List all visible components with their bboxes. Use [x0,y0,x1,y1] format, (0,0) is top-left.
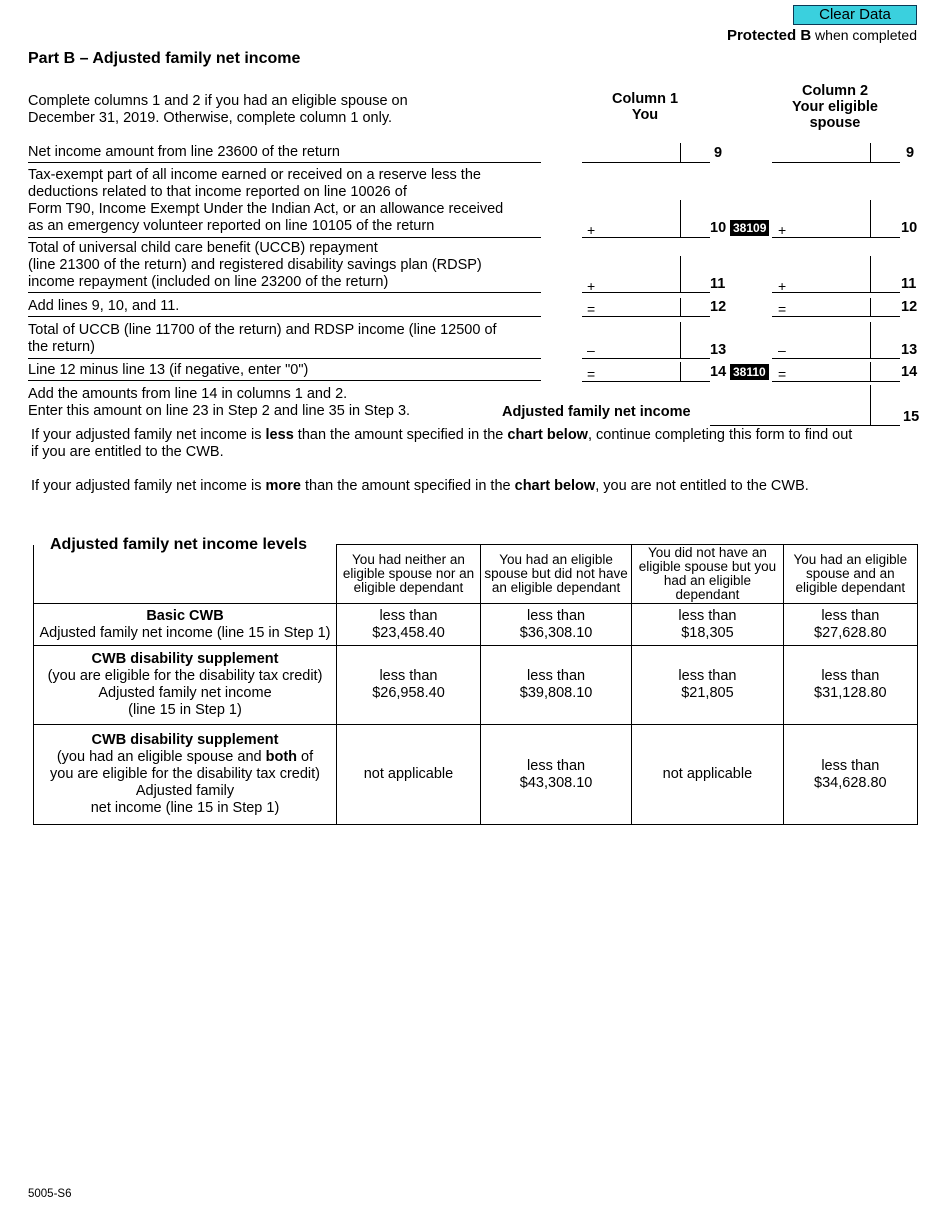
disability-both-sub-1a: (you had an eligible spouse and [56,749,266,765]
disability-both-title: CWB disability supplement [91,732,279,748]
part-title: Part B – Adjusted family net income [28,50,301,67]
disability-both-sub-1c: of [297,749,314,765]
income-levels-table [33,544,918,825]
note-more-c: than the amount specified in the [301,478,515,494]
value-amount: $21,805 [681,685,734,701]
line-15-text-2: Enter this amount on line 23 in Step 2 and line 35 in Step 3. [28,403,411,419]
value-prefix: not applicable [662,766,753,782]
line-14-col2-input[interactable] [772,360,870,382]
column-2-header [770,83,900,131]
disability-both-sub-2: you are eligible for the disability tax credit) [50,766,320,782]
line-12-col1-input[interactable] [582,295,680,317]
line-13-label [28,322,497,356]
line-13-col1-input[interactable] [582,334,680,356]
value-prefix: less than [527,757,586,774]
protected-rest: when completed [811,27,917,43]
value-amount: $26,958.40 [372,685,445,701]
line-10-col2-input[interactable] [772,212,870,234]
disability-value-1 [337,646,481,725]
value-prefix: less than [678,607,737,624]
line-15-number: 15 [903,409,920,425]
value-prefix: less than [821,607,880,624]
form-id: 5005-S6 [28,1188,72,1200]
intro-line-2: December 31, 2019. Otherwise, complete column 1 only. [28,110,393,126]
note-less-b: less [265,427,294,443]
note-more-d: chart below [514,478,596,494]
note-less-e: , continue completing this form to find out [587,427,853,443]
line-9-col2-input[interactable] [772,140,900,162]
disability-value-2 [480,646,631,725]
line-12-number-col2: 12 [901,299,918,315]
line-9-number-col2: 9 [906,145,915,161]
line-11-text-3: income repayment (included on line 23200 of the return) [28,274,389,290]
value-amount: $23,458.40 [372,624,445,641]
line-11-number: 11 [710,276,726,292]
disability-both-sub-4: net income (line 15 in Step 1) [90,800,280,816]
line-15-text-1: Add the amounts from line 14 in columns 1 and 2. [28,386,348,402]
disability-title: CWB disability supplement [91,651,279,667]
line-14-number: 14 [710,364,727,380]
value-prefix: less than [527,668,586,684]
value-amount: $39,808.10 [519,685,593,701]
intro-text [28,93,408,127]
basic-cwb-sub: Adjusted family net income (line 15 in Step 1) [39,624,331,641]
header-spouse-no-dependant: You had an eligible spouse but did not have an eligible dependant [480,545,631,604]
value-prefix: less than [821,757,880,774]
value-amount: $43,308.10 [519,774,593,791]
value-amount: $34,628.80 [814,774,887,791]
line-11-col2-input[interactable] [772,268,870,290]
line-9-label: Net income amount from line 23600 of the return [28,144,340,160]
value-prefix: not applicable [363,766,454,782]
line-11-text-1: Total of universal child care benefit (UCCB) repayment [28,240,378,256]
note-more-b: more [265,478,301,494]
protected-status [727,27,917,44]
line-13-minus-col2: – [778,342,786,358]
disability-value-3 [632,646,783,725]
line-13-minus: – [587,342,595,358]
line-10-text-1: Tax-exempt part of all income earned or received on a reserve less the [28,167,481,183]
line-11-plus-col2: + [778,278,787,294]
line-15-input[interactable] [772,400,870,422]
line-15-label [28,386,410,420]
line-10-code: 38109 [730,220,769,236]
table-row [34,646,918,725]
clear-data-button[interactable]: Clear Data [793,5,917,25]
column-2-subtitle-1: Your eligible [792,99,878,115]
header-spouse-and-dependant: You had an eligible spouse and an eligible dependant [783,545,917,604]
line-14-label: Line 12 minus line 13 (if negative, enter "0") [28,362,309,378]
line-13-number: 13 [710,342,727,358]
line-12-number: 12 [710,299,727,315]
column-1-header [585,91,705,123]
line-14-equals-col2: = [778,366,787,382]
note-less [31,427,921,461]
protected-bold: Protected B [726,27,812,44]
line-14-col1-input[interactable] [582,360,680,382]
line-10-text-4: as an emergency volunteer reported on line 10105 of the return [28,218,435,234]
line-13-text-1: Total of UCCB (line 11700 of the return) and RDSP income (line 12500 of [28,322,497,338]
disability-sub-1: (you are eligible for the disability tax credit) [47,668,323,684]
basic-cwb-value-4 [783,604,917,646]
line-12-equals: = [587,301,596,317]
note-more-e: , you are not entitled to the CWB. [595,478,809,494]
disability-value-4 [783,646,917,725]
note-more-a: If your adjusted family net income is [31,478,266,494]
value-amount: $27,628.80 [814,624,887,641]
note-more [31,478,921,495]
line-11-text-2: (line 21300 of the return) and registered disability savings plan (RDSP) [28,257,482,273]
column-1-subtitle: You [631,107,659,123]
value-prefix: less than [821,668,880,684]
line-13-col2-input[interactable] [772,334,870,356]
disability-both-value-2 [480,725,631,825]
disability-both-value-3 [632,725,783,825]
line-10-label [28,167,503,235]
line-11-label [28,240,482,291]
value-prefix: less than [527,607,586,624]
disability-sub-3: (line 15 in Step 1) [128,702,242,718]
note-less-f: if you are entitled to the CWB. [31,444,224,460]
line-10-text-3: Form T90, Income Exempt Under the Indian Act, or an allowance received [28,201,504,217]
disability-both-value-1 [337,725,481,825]
row-disability-both-label [34,725,337,825]
value-amount: $36,308.10 [519,624,593,641]
line-12-equals-col2: = [778,301,787,317]
line-10-number: 10 [710,220,727,236]
line-9-number: 9 [714,145,723,161]
line-10-plus: + [587,222,596,238]
line-11-number-col2: 11 [901,276,917,292]
disability-both-sub-3: Adjusted family [135,783,235,799]
note-less-d: chart below [507,427,588,443]
header-no-spouse-no-dependant: You had neither an eligible spouse nor an eligible dependant [337,545,481,604]
table-row [34,725,918,825]
disability-sub-2: Adjusted family net income [98,685,272,701]
note-less-a: If your adjusted family net income is [31,427,266,443]
header-no-spouse-dependant: You did not have an eligible spouse but you had an eligible dependant [632,545,783,604]
line-12-col2-input[interactable] [772,295,870,317]
value-amount: $18,305 [681,624,734,641]
line-14-code: 38110 [730,364,769,380]
table-row [34,604,918,646]
line-11-col1-input[interactable] [582,268,680,290]
value-prefix: less than [379,668,438,684]
note-less-c: than the amount specified in the [293,427,508,443]
column-2-subtitle-2: spouse [809,115,861,131]
adjusted-family-net-income-label: Adjusted family net income [502,404,691,420]
basic-cwb-value-2 [480,604,631,646]
value-prefix: less than [379,607,438,624]
line-10-plus-col2: + [778,222,787,238]
line-10-col1-input[interactable] [582,212,680,234]
value-amount: $31,128.80 [814,685,887,701]
column-2-title: Column 2 [801,83,869,99]
basic-cwb-title: Basic CWB [146,607,224,624]
value-prefix: less than [678,668,737,684]
intro-line-1: Complete columns 1 and 2 if you had an eligible spouse on [28,93,408,109]
line-13-number-col2: 13 [901,342,918,358]
row-basic-cwb-label [34,604,337,646]
basic-cwb-value-3 [632,604,783,646]
line-14-number-col2: 14 [901,364,918,380]
line-9-col1-input[interactable] [582,140,710,162]
line-12-label: Add lines 9, 10, and 11. [28,298,180,314]
basic-cwb-value-1 [337,604,481,646]
levels-table-title: Adjusted family net income levels [46,536,311,554]
line-10-text-2: deductions related to that income reported on line 10026 of [28,184,407,200]
line-10-number-col2: 10 [901,220,918,236]
line-13-text-2: the return) [28,339,95,355]
line-11-plus: + [587,278,596,294]
disability-both-value-4 [783,725,917,825]
column-1-title: Column 1 [611,91,679,107]
line-14-equals: = [587,366,596,382]
disability-both-sub-1b: both [265,749,298,765]
row-disability-label [34,646,337,725]
